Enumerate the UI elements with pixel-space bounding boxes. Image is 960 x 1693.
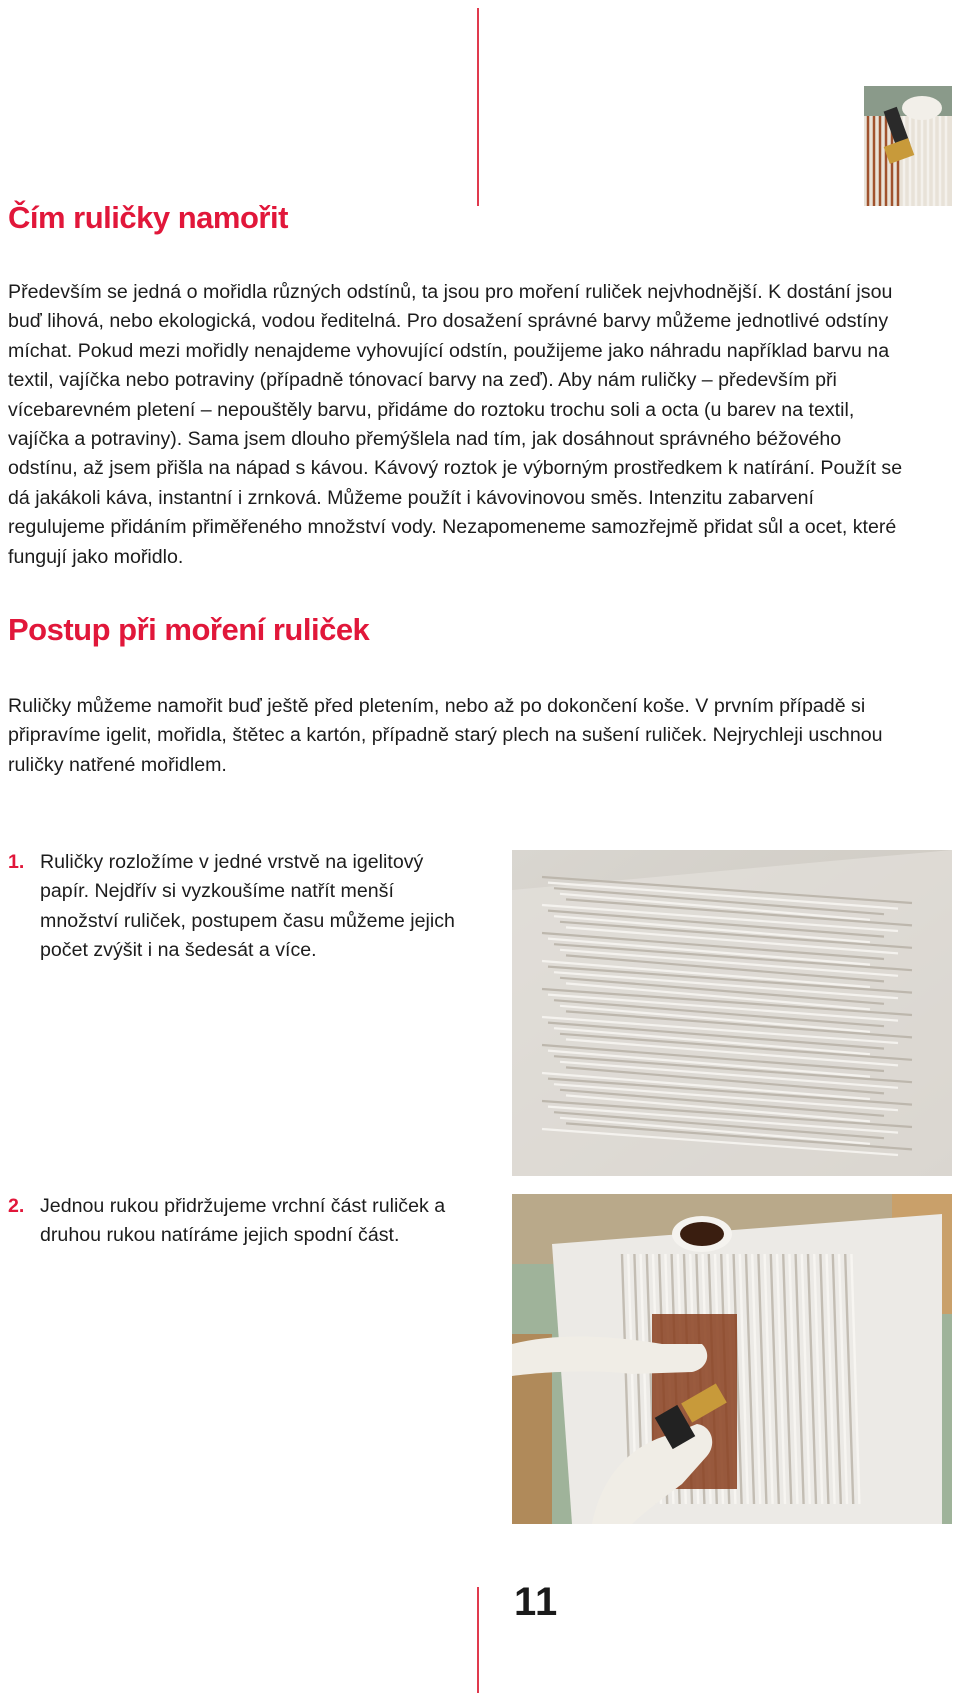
step-number: 2. bbox=[8, 1195, 25, 1217]
sticks-on-foil-photo bbox=[512, 850, 952, 1176]
stain-paragraph: Především se jedná o mořidla různých odstínů, ta jsou pro moření ruliček nejvhodnější. K dostání jsou buď lihová, nebo ekologická, vodou ředitelná. Pro dosažení správné barvy můžeme jednotlivé odstíny míchat. Pokud mezi mořidly nenajdeme vyhovující odstín, použijeme jako náhradu například barvu na textil, vajíčka nebo potraviny (případně tónovací barvy na zeď). Aby nám ruličky – především při vícebarevném pletení – nepouštěly barvu, přidáme do roztoku trochu soli a octa (u barev na textil, vajíčka a potraviny). Sama jsem dlouho přemýšlela nad tím, jak dosáhnout správného béžového odstínu, až jsem přišla na nápad s kávou. Kávový roztok je výborným prostředkem k natírání. Použít se dá jakákoli káva, instantní i zrnková. Můžeme použít i kávovinovou směs. Intenzitu zabarvení regulujeme přidáním přiměřeného množství vody. Nezapomeneme samozřejmě přidat sůl a ocet, které fungují jako mořidlo. bbox=[8, 281, 903, 568]
page-number: 11 bbox=[514, 1580, 559, 1624]
staining-sticks-photo bbox=[512, 1194, 952, 1524]
section-title-stain: Čím ruličky namořit bbox=[8, 200, 288, 235]
bottom-divider bbox=[477, 1587, 479, 1693]
top-divider bbox=[477, 8, 479, 206]
step-text: Ruličky rozložíme v jedné vrstvě na igelitový papír. Nejdřív si vyzkoušíme natřít menší množství ruliček, postupem času můžeme jejich počet zvýšit i na šedesát a více. bbox=[40, 851, 455, 962]
procedure-paragraph: Ruličky můžeme namořit buď ještě před pletením, nebo až po dokončení koše. V prvním případě si připravíme igelit, mořidla, štětec a kartón, případně starý plech na sušení ruliček. Nejrychleji uschnou ruličky natřené mořidlem. bbox=[8, 695, 883, 776]
section-title-procedure: Postup při moření ruliček bbox=[8, 612, 370, 647]
step-text: Jednou rukou přidržujeme vrchní část ruliček a druhou rukou natíráme jejich spodní část. bbox=[40, 1195, 446, 1247]
brush-thumbnail-photo bbox=[864, 86, 952, 206]
step-number: 1. bbox=[8, 851, 25, 873]
